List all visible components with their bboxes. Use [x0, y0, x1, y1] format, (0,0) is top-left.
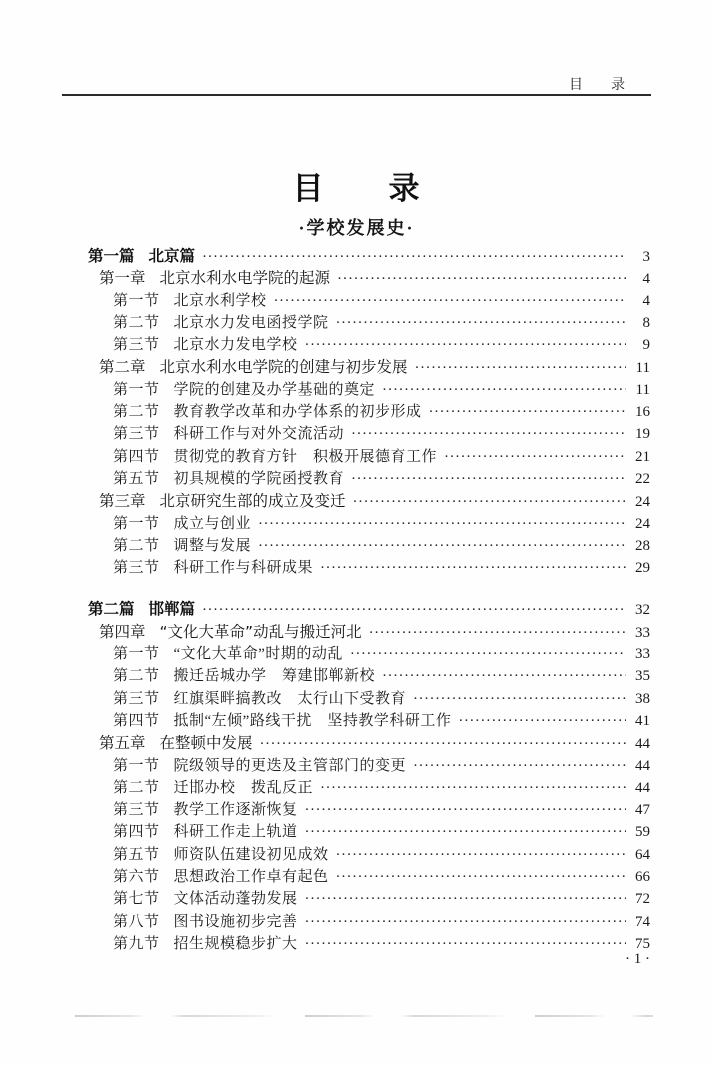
toc-entry-page: 16 [635, 404, 650, 421]
dot-leader [382, 379, 626, 401]
toc-entry-number: 第二节 [113, 779, 160, 796]
toc-entry-page: 21 [635, 448, 650, 465]
toc-entry [88, 621, 650, 643]
dot-leader [305, 933, 626, 955]
toc-entry-title: 北京水利水电学院的创建与初步发展 [159, 358, 408, 377]
toc-entry-number: 第三节 [113, 690, 160, 707]
toc-entry [88, 888, 650, 910]
toc-entry-title: 教学工作逐渐恢复 [173, 802, 298, 819]
toc-entry-number: 第五节 [113, 470, 160, 487]
toc-entry-number: 第四节 [113, 448, 160, 465]
dot-leader [458, 710, 626, 732]
toc-entry-title: 科研工作与对外交流活动 [173, 426, 345, 443]
toc-entry-title: 在整顿中发展 [159, 734, 253, 753]
dot-leader [258, 513, 626, 535]
toc-entry [88, 911, 650, 933]
toc-entry-number: 第二节 [113, 668, 160, 685]
toc-entry-page: 3 [642, 249, 650, 265]
toc-entry [88, 732, 650, 754]
toc-entry-page: 4 [642, 271, 650, 288]
toc-entry-page: 75 [635, 935, 650, 952]
toc-entry-title: 北京水力发电学校 [173, 337, 298, 354]
toc-entry [88, 423, 650, 445]
toc-entry [88, 379, 650, 401]
toc-entry-title: 招生规模稳步扩大 [173, 935, 298, 952]
toc-entry-title: 院级领导的更迭及主管部门的变更 [173, 757, 407, 774]
dot-leader [429, 401, 626, 423]
toc-entry-number: 第一节 [113, 515, 160, 532]
toc-entry-page: 74 [635, 913, 650, 930]
toc-entry-number: 第三章 [99, 492, 146, 511]
toc-entry [88, 290, 650, 312]
toc-entry [88, 821, 650, 843]
section-subtitle: ·学校发展史· [298, 218, 415, 238]
toc-entry-title: 北京水力发电函授学院 [173, 314, 329, 331]
dot-leader [320, 777, 626, 799]
toc-entry-page: 32 [635, 602, 650, 619]
toc-entry-title: 北京水利学校 [173, 292, 267, 309]
page-number: · 1 · [625, 951, 650, 967]
toc-entry-page: 41 [635, 712, 650, 729]
toc-entry-page: 19 [635, 426, 650, 443]
toc-entry [88, 777, 650, 799]
toc-entry-title: 红旗渠畔搞教改 太行山下受教育 [173, 690, 407, 707]
dot-leader [274, 290, 626, 312]
toc-entry-number: 第二章 [99, 358, 146, 377]
dot-leader [350, 643, 626, 665]
toc-entry-page: 9 [642, 337, 650, 354]
toc-entry-title: 文体活动蓬勃发展 [173, 891, 298, 908]
toc-entry-page: 24 [635, 515, 650, 532]
dot-leader [336, 866, 626, 888]
toc-entry-title: 思想政治工作卓有起色 [173, 869, 329, 886]
dot-leader [260, 733, 626, 755]
toc-entry-page: 44 [635, 757, 650, 774]
toc-entry-page: 64 [635, 846, 650, 863]
toc-entry-number: 第一章 [99, 269, 146, 288]
dot-leader [336, 312, 626, 334]
toc-entry-page: 33 [635, 624, 650, 641]
dot-leader [336, 844, 626, 866]
toc-entry-page: 59 [635, 824, 650, 841]
toc-entry-title: 邯郸篇 [148, 600, 196, 619]
toc-entry-number: 第五章 [99, 734, 146, 753]
toc-entry [88, 267, 650, 289]
toc-entry-number: 第三节 [113, 337, 160, 354]
toc-entry-title: 抵制“左倾”路线干扰 坚持教学科研工作 [173, 712, 452, 729]
running-head: 目 录 [569, 78, 625, 93]
toc-entry-number: 第一节 [113, 292, 160, 309]
toc-entry-number: 第四节 [113, 824, 160, 841]
dot-leader [369, 622, 626, 644]
toc-entry-title: 北京水利水电学院的起源 [159, 269, 331, 288]
toc-entry [88, 799, 650, 821]
toc-entry [88, 356, 650, 378]
dot-leader [382, 665, 626, 687]
dot-leader [305, 888, 626, 910]
dot-leader [415, 357, 626, 379]
toc-entry-title: 北京篇 [148, 247, 196, 265]
toc-entry-title: 学院的创建及办学基础的奠定 [173, 381, 376, 398]
toc-entry-number: 第一节 [113, 757, 160, 774]
toc-entry [88, 665, 650, 687]
toc-entry [88, 446, 650, 468]
dot-leader [353, 491, 626, 513]
dot-leader [305, 911, 626, 933]
toc-entry [88, 933, 650, 955]
dot-leader [258, 535, 626, 557]
dot-leader [202, 599, 626, 621]
toc-entry-number: 第九节 [113, 935, 160, 952]
toc-entry-number: 第二节 [113, 537, 160, 554]
toc-entry-number: 第一节 [113, 646, 160, 663]
toc-entry [88, 401, 650, 423]
toc-entry-title: 贯彻党的教育方针 积极开展德育工作 [173, 448, 438, 465]
toc-entry-page: 35 [635, 668, 650, 685]
toc-entry-number: 第四节 [113, 712, 160, 729]
toc-entry-page: 66 [635, 869, 650, 886]
toc-entry-page: 44 [635, 779, 650, 796]
toc-entry-page: 22 [635, 470, 650, 487]
toc-entry-number: 第二节 [113, 404, 160, 421]
toc-entry-number: 第二节 [113, 314, 160, 331]
toc-entry-title: 科研工作与科研成果 [173, 560, 314, 577]
toc-entry-page: 29 [635, 560, 650, 577]
toc-entry-title: 科研工作走上轨道 [173, 824, 298, 841]
toc-entry [88, 755, 650, 777]
dot-leader [202, 246, 626, 268]
toc-entry [88, 468, 650, 490]
toc-entry-title: “文化大革命”动乱与搬迁河北 [159, 622, 362, 641]
toc-entry [88, 557, 650, 579]
toc-entry-number: 第四章 [99, 622, 146, 641]
toc-entry-title: 师资队伍建设初见成效 [173, 846, 329, 863]
dot-leader [305, 799, 626, 821]
dot-leader [413, 755, 626, 777]
dot-leader [413, 688, 626, 710]
toc-entry-title: 调整与发展 [173, 537, 252, 554]
toc-entry-number: 第八节 [113, 913, 160, 930]
toc-entry-number: 第七节 [113, 891, 160, 908]
toc-entry [88, 334, 650, 356]
toc-entry [88, 245, 650, 267]
dot-leader [337, 268, 626, 290]
toc-entry-page: 72 [635, 891, 650, 908]
toc-entry [88, 598, 650, 620]
table-of-contents [88, 245, 650, 955]
toc-entry [88, 312, 650, 334]
toc-entry-number: 第三节 [113, 560, 160, 577]
toc-entry [88, 535, 650, 557]
toc-entry-number: 第一篇 [88, 247, 135, 265]
toc-entry-page: 11 [635, 360, 650, 377]
toc-entry [88, 866, 650, 888]
toc-entry-page: 28 [635, 537, 650, 554]
page-title: 目 录 [292, 171, 421, 207]
toc-entry [88, 710, 650, 732]
dot-leader [351, 423, 626, 445]
toc-entry-title: “文化大革命”时期的动乱 [173, 646, 343, 663]
toc-entry-page: 11 [635, 381, 650, 398]
toc-entry [88, 490, 650, 512]
toc-entry [88, 513, 650, 535]
dot-leader [305, 334, 626, 356]
toc-entry-number: 第二篇 [88, 600, 135, 619]
dot-leader [320, 557, 626, 579]
toc-entry-number: 第三节 [113, 802, 160, 819]
dot-leader [444, 446, 626, 468]
toc-entry-page: 38 [635, 690, 650, 707]
toc-entry-page: 8 [642, 314, 650, 331]
toc-entry-title: 教育教学改革和办学体系的初步形成 [173, 404, 422, 421]
toc-entry-number: 第三节 [113, 426, 160, 443]
toc-entry-page: 4 [642, 292, 650, 309]
toc-entry [88, 688, 650, 710]
dot-leader [305, 821, 626, 843]
toc-entry-page: 33 [635, 646, 650, 663]
scan-artifact-line [75, 1015, 653, 1017]
header-rule [62, 94, 651, 96]
toc-entry-title: 初具规模的学院函授教育 [173, 470, 345, 487]
toc-entry-number: 第一节 [113, 381, 160, 398]
toc-entry-title: 迁邯办校 拨乱反正 [173, 779, 314, 796]
toc-entry-page: 24 [635, 494, 650, 511]
toc-entry [88, 844, 650, 866]
toc-entry-title: 北京研究生部的成立及变迁 [159, 492, 346, 511]
toc-entry-number: 第五节 [113, 846, 160, 863]
dot-leader [351, 468, 626, 490]
toc-entry-title: 搬迁岳城办学 筹建邯郸新校 [173, 668, 376, 685]
toc-entry [88, 643, 650, 665]
toc-entry-page: 47 [635, 802, 650, 819]
toc-entry-title: 成立与创业 [173, 515, 252, 532]
toc-entry-page: 44 [635, 736, 650, 753]
toc-entry-number: 第六节 [113, 869, 160, 886]
toc-entry-title: 图书设施初步完善 [173, 913, 298, 930]
